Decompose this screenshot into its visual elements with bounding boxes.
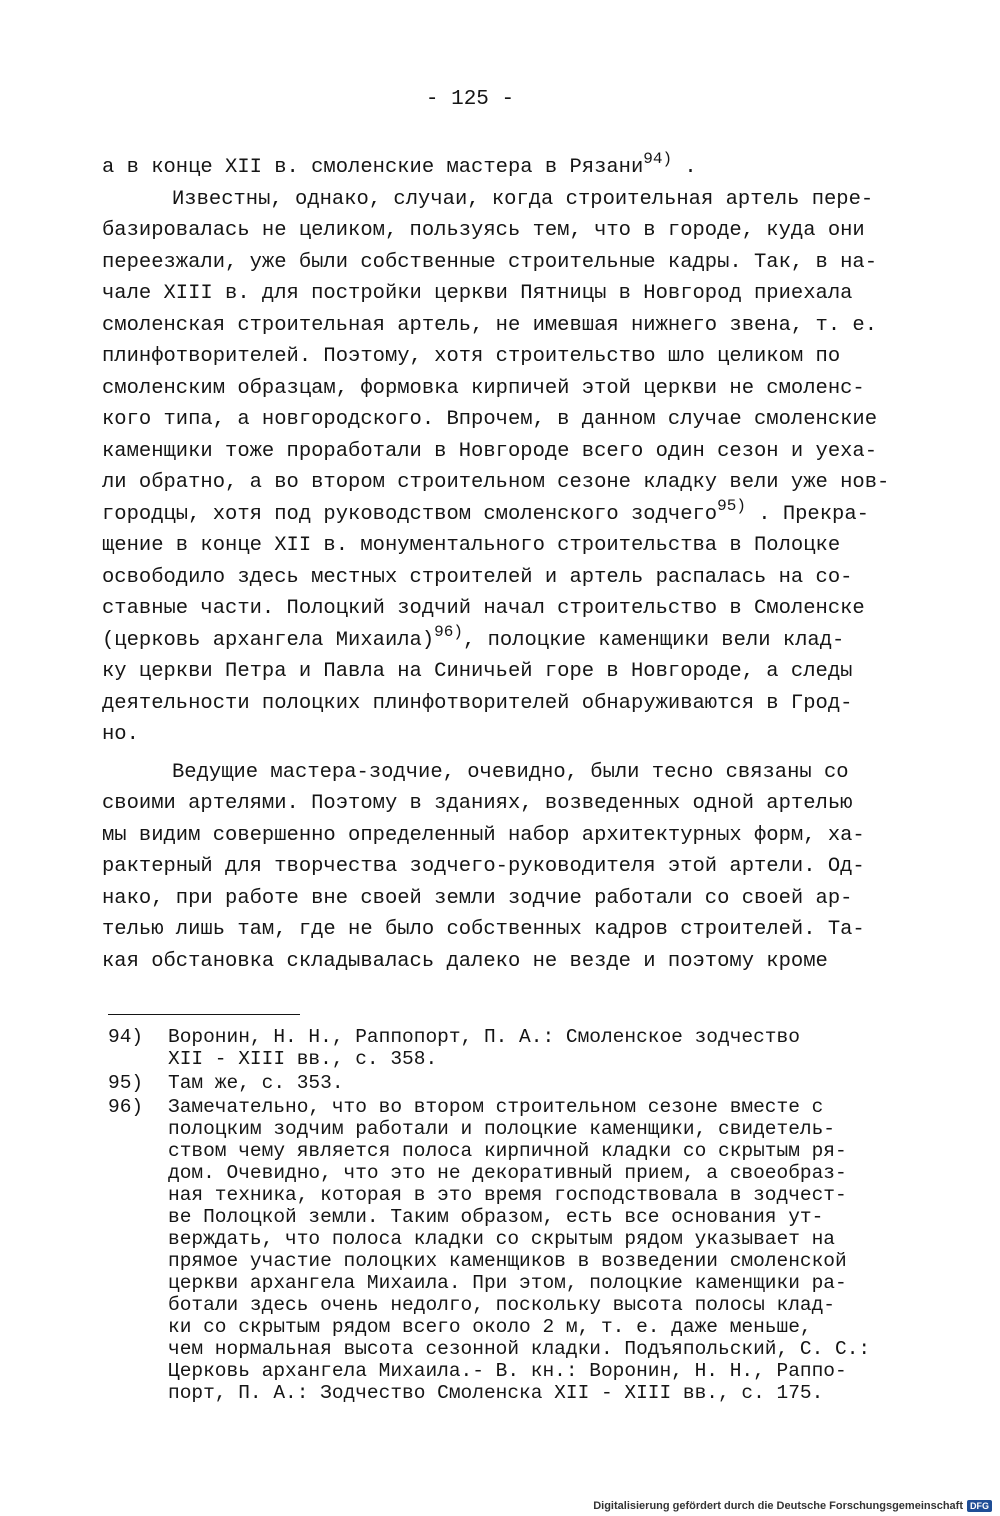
line-text: переезжали, уже были собственные строительные кадры. Так, в на- xyxy=(102,250,878,274)
footnote-separator xyxy=(108,1014,300,1015)
footnote-body xyxy=(168,1096,908,1404)
footnote-reference: 96) xyxy=(434,622,463,641)
text-line xyxy=(102,341,922,373)
footnote-line: полоцким зодчим работали и полоцкие каменщики, свидетель- xyxy=(168,1118,836,1140)
text-line xyxy=(102,562,922,594)
page-number: - 125 - xyxy=(425,88,515,111)
text-line xyxy=(102,757,922,789)
line-text: Ведущие мастера-зодчие, очевидно, были тесно связаны со xyxy=(172,760,849,784)
text-line xyxy=(102,788,922,820)
line-text: ли обратно, а во втором строительном сезоне кладку вели уже нов- xyxy=(102,471,890,494)
line-text: смоленским образцам, формовка кирпичей этой церкви не смоленс- xyxy=(102,376,865,400)
text-line xyxy=(102,688,922,720)
footnote-number: 96) xyxy=(108,1096,144,1118)
footnote-line: Там же, с. 353. xyxy=(168,1072,344,1094)
line-text: деятельности полоцких плинфотворителей обнаруживаются в Грод- xyxy=(102,691,853,715)
line-text: плинфотворителей. Поэтому, хотя строительство шло целиком по xyxy=(102,345,841,368)
text-line xyxy=(102,278,922,310)
footnote-line: Церковь архангела Михаила.- В. кн.: Воронин, Н. Н., Раппо- xyxy=(168,1360,847,1382)
line-text-continuation: . xyxy=(672,156,697,179)
footnote xyxy=(108,1072,908,1094)
text-line xyxy=(102,820,922,852)
line-text: городцы, хотя под руководством смоленского зодчего xyxy=(102,502,718,526)
dfg-logo-icon: DFG xyxy=(967,1500,992,1512)
footnote-line: XII - XIII вв., с. 358. xyxy=(168,1048,438,1070)
line-text: кая обстановка складывалась далеко не везде и поэтому кроме xyxy=(102,949,828,973)
footnote-line: ботали здесь очень недолго, поскольку высота полосы клад- xyxy=(168,1294,836,1316)
text-line xyxy=(102,914,922,946)
text-line xyxy=(102,310,922,342)
line-text: ку церкви Петра и Павла на Синичьей горе в Новгороде, а следы xyxy=(102,660,853,683)
text-line xyxy=(102,496,922,531)
line-text: освободило здесь местных строителей и артель распалась на со- xyxy=(102,565,853,589)
footnote-line: ве Полоцкой земли. Таким образом, есть все основания ут- xyxy=(168,1206,824,1228)
line-text: кого типа, а новгородского. Впрочем, в данном случае смоленские xyxy=(102,408,878,431)
line-text: каменщики тоже проработали в Новгороде всего один сезон и уеха- xyxy=(102,439,878,463)
text-line xyxy=(102,467,922,499)
footnote-line: Воронин, Н. Н., Раппопорт, П. А.: Смоленское зодчество xyxy=(168,1026,800,1048)
line-text: базировалась не целиком, пользуясь тем, что в городе, куда они xyxy=(102,219,865,242)
footnote-line: Замечательно, что во втором строительном сезоне вместе с xyxy=(168,1096,824,1118)
line-text-continuation: , полоцкие каменщики вели клад- xyxy=(462,628,845,652)
text-line xyxy=(102,530,922,562)
footnote xyxy=(108,1096,908,1404)
text-line xyxy=(102,719,922,751)
footnote-line: ством чему является полоса кирпичной кладки со скрытым ря- xyxy=(168,1140,847,1162)
line-text: Известны, однако, случаи, когда строительная артель пере- xyxy=(172,187,874,211)
footnotes xyxy=(108,1026,908,1406)
footnote-number: 94) xyxy=(108,1026,144,1048)
footnote-number: 95) xyxy=(108,1072,144,1094)
line-text: (церковь архангела Михаила) xyxy=(102,628,435,652)
line-text: телью лишь там, где не было собственных кадров строителей. Та- xyxy=(102,918,865,941)
text-line xyxy=(102,883,922,915)
footnote-line: порт, П. А.: Зодчество Смоленска XII - XIII вв., с. 175. xyxy=(168,1382,824,1404)
footnote-line: ная техника, которая в это время господствовала в зодчест- xyxy=(168,1184,847,1206)
line-text: а в конце XII в. смоленские мастера в Рязани xyxy=(102,156,644,179)
line-text: ставные части. Полоцкий зодчий начал строительство в Смоленске xyxy=(102,597,865,620)
footnote-line: церкви архангела Михаила. При этом, полоцкие каменщики ра- xyxy=(168,1272,847,1294)
text-line xyxy=(102,404,922,436)
footnote-body xyxy=(168,1026,908,1070)
footnote xyxy=(108,1026,908,1070)
digitization-credit xyxy=(593,1500,992,1512)
text-line xyxy=(102,373,922,405)
footnote-line: дом. Очевидно, что это не декоративный прием, а своеобраз- xyxy=(168,1162,847,1184)
line-text: смоленская строительная артель, не имевшая нижнего звена, т. е. xyxy=(102,313,878,337)
text-line xyxy=(102,436,922,468)
text-line xyxy=(102,851,922,883)
footnote-body xyxy=(168,1072,908,1094)
footnote-line: чем нормальная высота сезонной кладки. Подъяпольский, С. С.: xyxy=(168,1338,871,1360)
line-text: нако, при работе вне своей земли зодчие работали со своей ар- xyxy=(102,886,853,910)
line-text: рактерный для творчества зодчего-руководителя этой артели. Од- xyxy=(102,855,865,878)
text-line xyxy=(102,593,922,625)
main-text xyxy=(102,152,922,977)
line-text: щение в конце XII в. монументального строительства в Полоцке xyxy=(102,534,841,557)
line-text-continuation: . Прекра- xyxy=(745,502,869,526)
footnote-line: верждать, что полоса кладки со скрытым рядом указывает на xyxy=(168,1228,836,1250)
text-line xyxy=(102,184,922,216)
credit-text: Digitalisierung gefördert durch die Deutsche Forschungsgemeinschaft xyxy=(593,1500,963,1512)
line-text: мы видим совершенно определенный набор архитектурных форм, ха- xyxy=(102,823,865,847)
line-text: чале XIII в. для постройки церкви Пятницы в Новгород приехала xyxy=(102,282,853,305)
text-line xyxy=(102,152,922,184)
text-line xyxy=(102,215,922,247)
footnote-line: прямое участие полоцких каменщиков в возведении смоленской xyxy=(168,1250,847,1272)
text-line xyxy=(102,656,922,688)
footnote-line: ки со скрытым рядом всего около 2 м, т. е. даже меньше, xyxy=(168,1316,812,1338)
footnote-reference: 94) xyxy=(643,150,673,168)
text-line xyxy=(102,622,922,657)
line-text: своими артелями. Поэтому в зданиях, возведенных одной артелью xyxy=(102,792,853,815)
footnote-reference: 95) xyxy=(717,496,746,515)
text-line xyxy=(102,247,922,279)
line-text: но. xyxy=(102,723,139,746)
text-line xyxy=(102,946,922,978)
